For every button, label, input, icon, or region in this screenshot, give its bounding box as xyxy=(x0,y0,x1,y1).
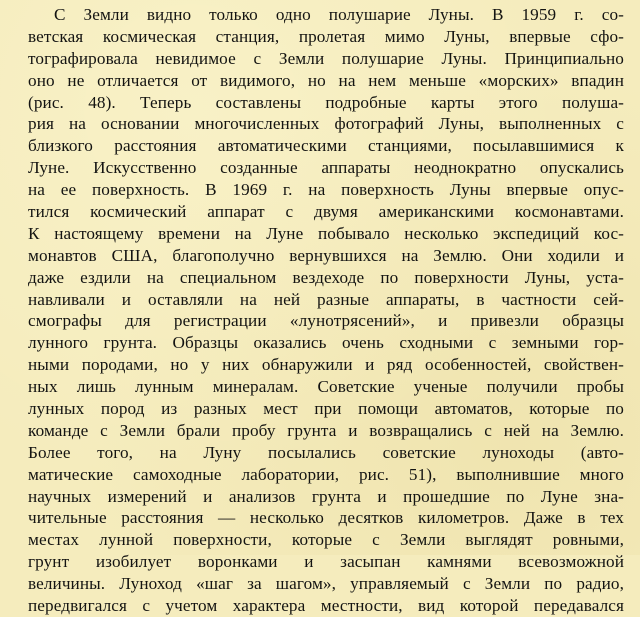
text-line: (рис. 48). Теперь составлены подробные карты этого полуша- xyxy=(28,92,624,112)
text-line: оно не отличается от видимого, но на нем меньше «морских» впадин xyxy=(28,70,624,90)
text-line: монавтов США, благополучно вернувшихся на Землю. Они ходили и xyxy=(28,245,624,265)
text-line: ветская космическая станция, пролетая мимо Луны, впервые сфо- xyxy=(28,26,624,46)
text-line: К настоящему времени на Луне побывало несколько экспедиций кос- xyxy=(28,223,624,243)
text-line: навливали и оставляли на ней разные аппараты, в частности сей- xyxy=(28,289,624,309)
body-text xyxy=(28,4,624,617)
text-line: чительные расстояния — несколько десятков километров. Даже в тех xyxy=(28,508,624,528)
text-line: тился космический аппарат с двумя американскими космонавтами. xyxy=(28,202,624,222)
text-line: лунного грунта. Образцы оказались очень сходными с земными гор- xyxy=(28,333,624,353)
text-line: близкого расстояния автоматическими станциями, посылавшимися к xyxy=(28,136,624,156)
text-line: лунных пород из разных мест при помощи автоматов, которые по xyxy=(28,399,624,419)
text-line: величины. Луноход «шаг за шагом», управляемый с Земли по радио, xyxy=(28,574,624,594)
text-line: смографы для регистрации «лунотрясений», и привезли образцы xyxy=(28,311,624,331)
text-line: матические самоходные лаборатории, рис. 51), выполнившие много xyxy=(28,464,624,484)
text-line: на ее поверхность. В 1969 г. на поверхность Луны впервые опус- xyxy=(28,180,624,200)
text-line: ными породами, но у них обнаружили и ряд особенностей, свойствен- xyxy=(28,355,624,375)
text-line: команде с Земли брали пробу грунта и возвращались с ней на Землю. xyxy=(28,420,624,440)
text-line: Луне. Искусственно созданные аппараты неоднократно опускались xyxy=(28,158,624,178)
text-line: тографировала невидимое с Земли полушарие Луны. Принципиально xyxy=(28,48,624,68)
text-line: даже ездили на специальном вездеходе по поверхности Луны, уста- xyxy=(28,267,624,287)
text-line: местах лунной поверхности, которые с Земли выглядят ровными, xyxy=(28,530,624,550)
text-line: Более того, на Луну посылались советские луноходы (авто- xyxy=(28,442,624,462)
text-line: рия на основании многочисленных фотографий Луны, выполненных с xyxy=(28,114,624,134)
text-line: грунт изобилует воронками и засыпан камнями всевозможной xyxy=(28,552,624,572)
text-line: передвигался с учетом характера местности, вид которой передавался xyxy=(28,596,624,616)
text-line: С Земли видно только одно полушарие Луны. В 1959 г. со- xyxy=(54,5,624,24)
text-line: ных лишь лунным минералам. Советские ученые получили пробы xyxy=(28,377,624,397)
text-line: научных измерений и анализов грунта и прошедшие по Луне зна- xyxy=(28,486,624,506)
